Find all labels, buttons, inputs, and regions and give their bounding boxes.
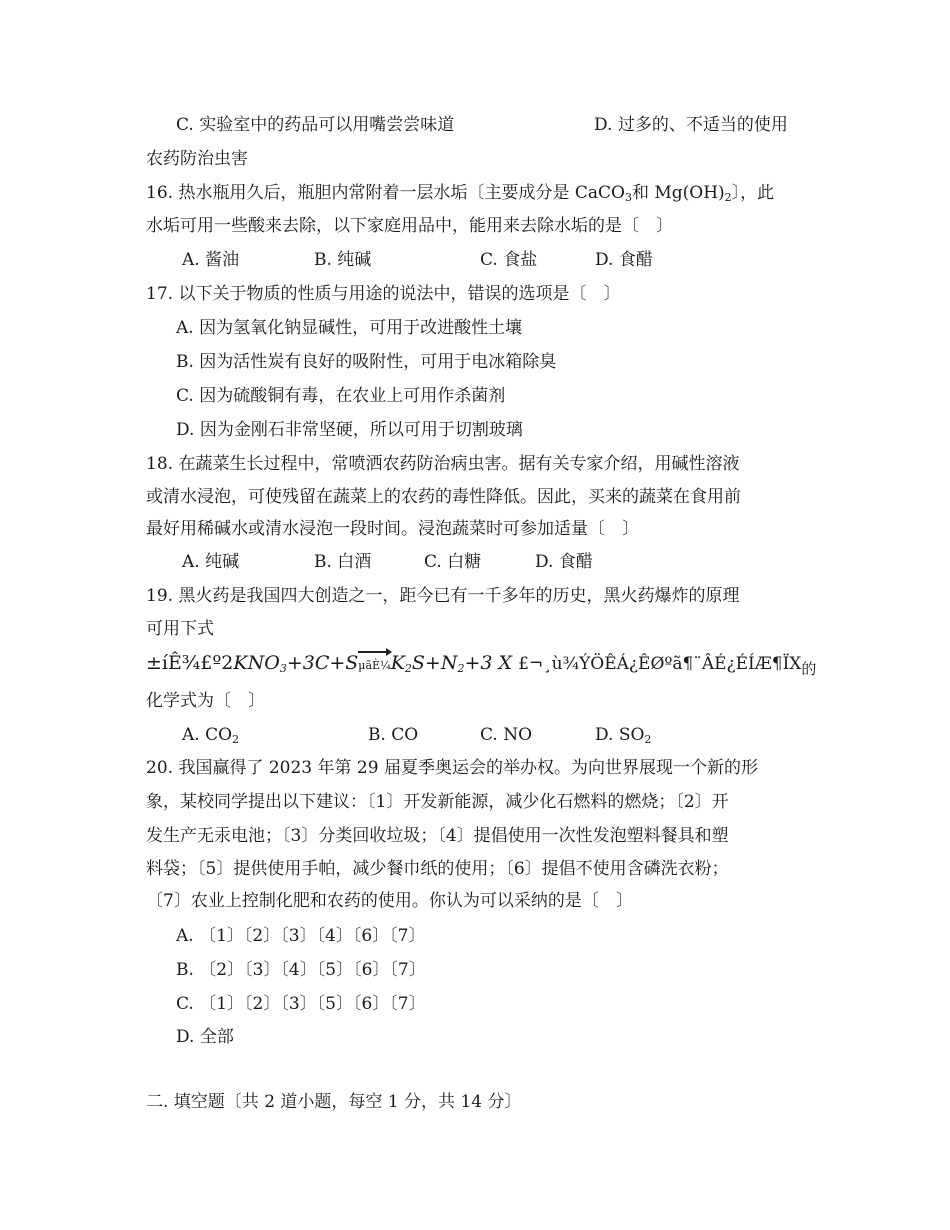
q16-option-d: D. 食醋 <box>595 250 653 270</box>
q20-option-b: B. 〔2〕〔3〕〔4〕〔5〕〔6〕〔7〕 <box>176 960 426 980</box>
q19-option-d: D. $SO_2$ <box>595 725 652 746</box>
q15-option-d-cont: 农药防治虫害 <box>146 149 248 169</box>
q19-stem-line4: 化学式为〔 〕 <box>146 691 265 711</box>
q19-stem-line1: 19. 黑火药是我国四大创造之一，距今已有一千多年的历史，黑火药爆炸的原理 <box>146 586 740 606</box>
q19-equation: $\pm íÊ\frac{3}{4}£º2KNO_3+3C+S$ $\mu ãÈ\frac{1}{4}K_2S+N_2+3$ X $£\neg¸ù\frac{3}{4}ÝÖÊÁ¿ÊØºã\P¨ÂÉ¿ÉÍÆ\P ÏX_的$ <box>146 652 817 678</box>
q19-option-a: A. $CO_2$ <box>182 725 240 746</box>
q18-option-a: A. 纯碱 <box>182 552 240 572</box>
q17-option-b: B. 因为活性炭有良好的吸附性，可用于电冰箱除臭 <box>176 352 557 372</box>
q20-option-c: C. 〔1〕〔2〕〔3〕〔5〕〔6〕〔7〕 <box>176 994 426 1014</box>
section-heading: 二. 填空题〔共 2 道小题，每空 1 分，共 14 分〕 <box>146 1092 522 1112</box>
q19-stem-line2: 可用下式 <box>146 619 214 639</box>
q18-option-c: C. 白糖 <box>424 552 482 572</box>
q20-stem-line3: 发生产无汞电池；〔3〕分类回收垃圾；〔4〕提倡使用一次性发泡塑料餐具和塑 <box>146 826 729 846</box>
q15-option-d: D. 过多的、不适当的使用 <box>594 115 788 135</box>
q17-option-c: C. 因为硫酸铜有毒，在农业上可用作杀菌剂 <box>176 386 506 406</box>
q18-stem-line1: 18. 在蔬菜生长过程中，常喷洒农药防治病虫害。据有关专家介绍，用碱性溶液 <box>146 454 740 474</box>
q16-option-a: A. 酱油 <box>182 250 240 270</box>
q20-option-d: D. 全部 <box>176 1027 234 1047</box>
q17-option-a: A. 因为氢氧化钠显碱性，可用于改进酸性土壤 <box>176 318 523 338</box>
q19-option-c: C. NO <box>480 725 533 745</box>
q16-stem-line2: 水垢可用一些酸来去除，以下家庭用品中，能用来去除水垢的是〔 〕 <box>146 216 673 236</box>
q17-option-d: D. 因为金刚石非常坚硬，所以可用于切割玻璃 <box>176 420 523 440</box>
q20-stem-line1: 20. 我国赢得了 2023 年第 29 届夏季奥运会的举办权。为向世界展现一个新的形 <box>146 758 758 778</box>
q18-option-d: D. 食醋 <box>535 552 593 572</box>
q19-option-b: B. CO <box>368 725 419 745</box>
q20-stem-line2: 象，某校同学提出以下建议：〔1〕开发新能源，减少化石燃料的燃烧；〔2〕开 <box>146 792 729 812</box>
q16-option-c: C. 食盐 <box>480 250 538 270</box>
q18-option-b: B. 白酒 <box>314 552 372 572</box>
q20-stem-line5: 〔7〕农业上控制化肥和农药的使用。你认为可以采纳的是〔 〕 <box>146 891 633 911</box>
q20-stem-line4: 料袋；〔5〕提供使用手帕，减少餐巾纸的使用；〔6〕提倡不使用含磷洗衣粉； <box>146 859 729 879</box>
q20-option-a: A. 〔1〕〔2〕〔3〕〔4〕〔6〕〔7〕 <box>176 926 426 946</box>
q15-option-c: C. 实验室中的药品可以用嘴尝尝味道 <box>176 115 455 135</box>
q18-stem-line2: 或清水浸泡，可使残留在蔬菜上的农药的毒性降低。因此，买来的蔬菜在食用前 <box>146 487 741 507</box>
q16-stem-line1: 16. 热水瓶用久后，瓶胆内常附着一层水垢〔主要成分是 CaCO$_3$和 $Mg(OH)_2$〕，此 <box>146 183 775 204</box>
q16-option-b: B. 纯碱 <box>314 250 372 270</box>
q18-stem-line3: 最好用稀碱水或清水浸泡一段时间。浸泡蔬菜时可参加适量〔 〕 <box>146 519 639 539</box>
q17-stem: 17. 以下关于物质的性质与用途的说法中，错误的选项是〔 〕 <box>146 284 621 304</box>
reaction-arrow: µãÈ¼ <box>358 654 390 673</box>
